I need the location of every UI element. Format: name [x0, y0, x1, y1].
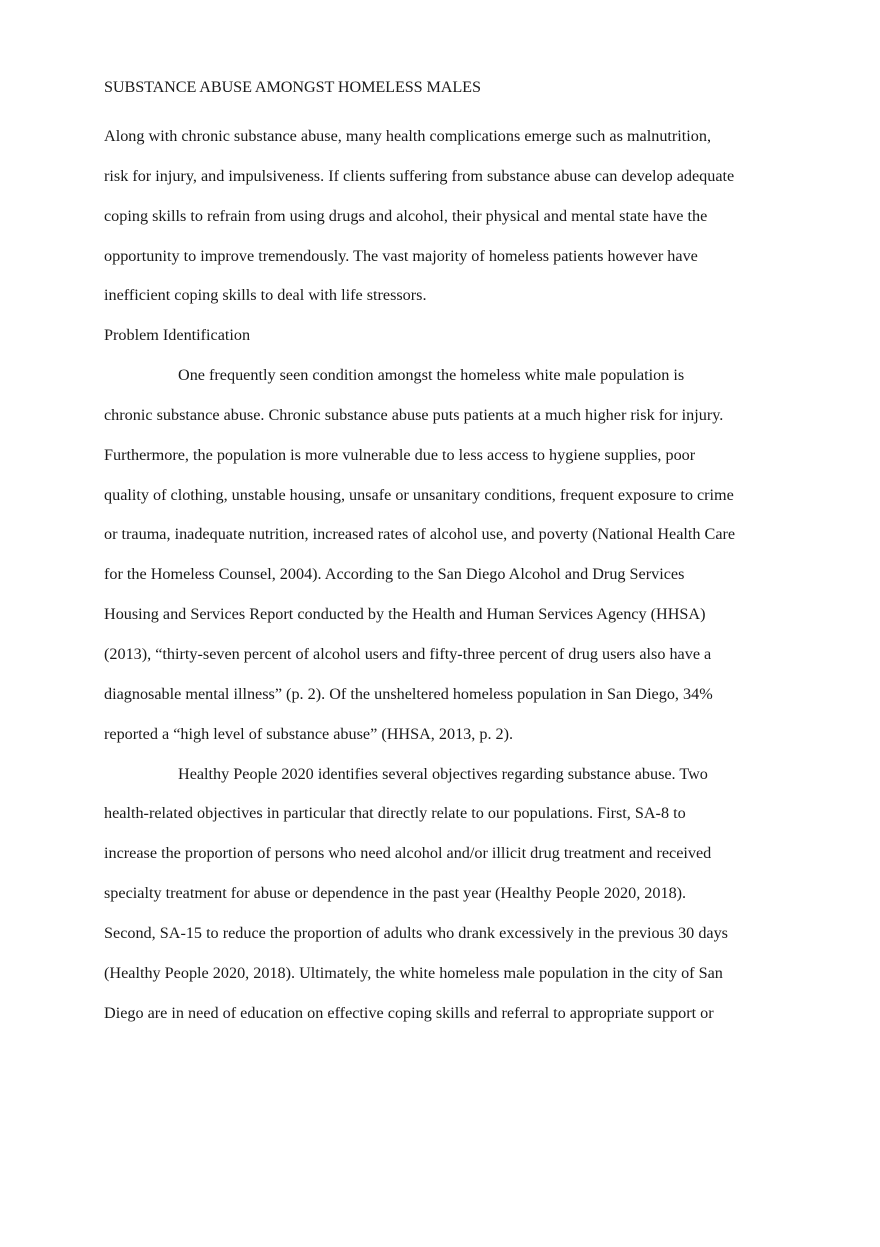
text-line: chronic substance abuse. Chronic substance abuse puts patients at a much higher risk for injury.: [104, 405, 724, 424]
text-line: risk for injury, and impulsiveness. If clients suffering from substance abuse can develop adequate: [104, 166, 735, 185]
text-line: specialty treatment for abuse or dependence in the past year (Healthy People 2020, 2018).: [104, 884, 687, 903]
text-line: Healthy People 2020 identifies several objectives regarding substance abuse. Two: [178, 764, 708, 783]
text-line: inefficient coping skills to deal with life stressors.: [104, 286, 427, 305]
section-heading: Problem Identification: [104, 326, 251, 345]
text-line: reported a “high level of substance abuse” (HHSA, 2013, p. 2).: [104, 724, 514, 743]
text-line: Along with chronic substance abuse, many health complications emerge such as malnutrition,: [104, 127, 712, 145]
text-line: One frequently seen condition amongst the homeless white male population is: [178, 366, 685, 385]
text-line: health-related objectives in particular that directly relate to our populations. First, SA-8 to: [104, 804, 686, 823]
text-line: diagnosable mental illness” (p. 2). Of the unsheltered homeless population in San Diego, 34%: [104, 684, 713, 703]
text-line: opportunity to improve tremendously. The vast majority of homeless patients however have: [104, 246, 698, 265]
text-line: Housing and Services Report conducted by the Health and Human Services Agency (HHSA): [104, 605, 706, 624]
text-line: Diego are in need of education on effective coping skills and referral to appropriate support or: [104, 1003, 714, 1022]
text-line: quality of clothing, unstable housing, unsafe or unsanitary conditions, frequent exposure to crime: [104, 485, 734, 504]
text-line: increase the proportion of persons who need alcohol and/or illicit drug treatment and received: [104, 844, 712, 863]
text-line: Furthermore, the population is more vulnerable due to less access to hygiene supplies, poor: [104, 445, 696, 464]
text-line: or trauma, inadequate nutrition, increased rates of alcohol use, and poverty (National Health Care: [104, 525, 736, 544]
problem-paragraph-2: [104, 755, 784, 1034]
text-line: (2013), “thirty-seven percent of alcohol users and fifty-three percent of drug users also have a: [104, 644, 712, 663]
text-line: (Healthy People 2020, 2018). Ultimately, the white homeless male population in the city of San: [104, 963, 723, 982]
document-body: [104, 76, 784, 1033]
text-line: Second, SA-15 to reduce the proportion of adults who drank excessively in the previous 30 days: [104, 923, 728, 942]
text-line: coping skills to refrain from using drugs and alcohol, their physical and mental state have the: [104, 206, 708, 225]
running-head: SUBSTANCE ABUSE AMONGST HOMELESS MALES: [104, 78, 481, 96]
intro-paragraph: [104, 117, 784, 316]
problem-paragraph-1: [104, 356, 784, 754]
text-line: for the Homeless Counsel, 2004). According to the San Diego Alcohol and Drug Services: [104, 565, 685, 584]
